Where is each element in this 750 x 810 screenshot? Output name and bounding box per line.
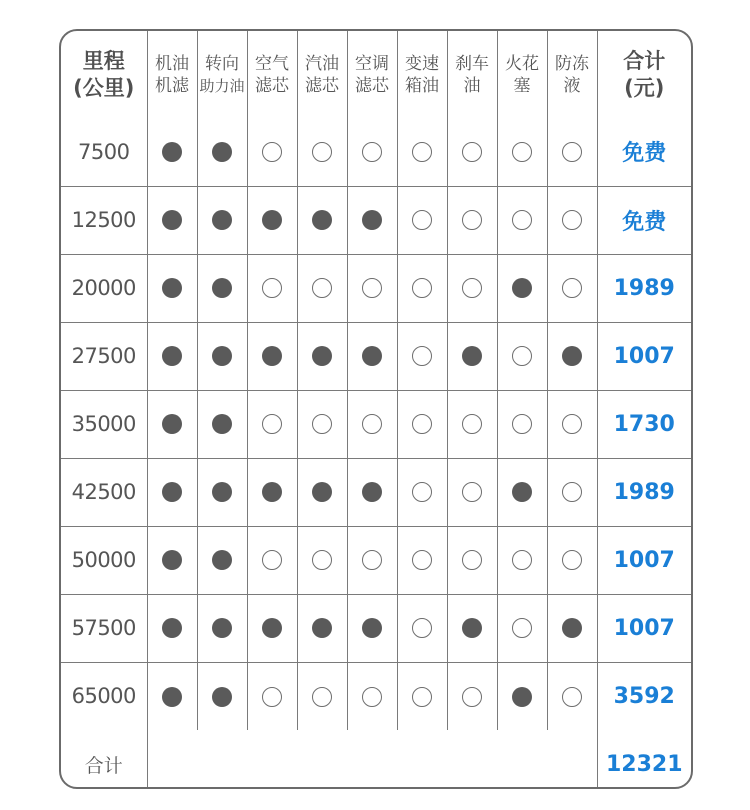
- filled-circle-icon: [162, 550, 182, 570]
- table-row: [61, 322, 691, 390]
- filled-circle-icon: [512, 687, 532, 707]
- empty-circle-icon: [512, 618, 532, 638]
- empty-circle-icon: [262, 687, 282, 707]
- filled-circle-icon: [262, 346, 282, 366]
- table-row: [61, 662, 691, 730]
- filled-circle-icon: [312, 618, 332, 638]
- check-cell: [447, 594, 497, 662]
- check-cell: [447, 254, 497, 322]
- empty-circle-icon: [512, 550, 532, 570]
- filled-circle-icon: [212, 414, 232, 434]
- mileage-cell: 12500: [61, 186, 147, 254]
- filled-circle-icon: [312, 346, 332, 366]
- item-header: [447, 31, 497, 118]
- empty-circle-icon: [562, 414, 582, 434]
- empty-circle-icon: [312, 550, 332, 570]
- filled-circle-icon: [212, 482, 232, 502]
- check-cell: [397, 526, 447, 594]
- check-cell: [197, 390, 247, 458]
- mileage-header-line2: (公里): [73, 75, 135, 100]
- empty-circle-icon: [412, 687, 432, 707]
- filled-circle-icon: [262, 618, 282, 638]
- check-cell: [147, 594, 197, 662]
- check-cell: [247, 322, 297, 390]
- check-cell: [547, 594, 597, 662]
- empty-circle-icon: [312, 278, 332, 298]
- check-cell: [147, 118, 197, 186]
- empty-circle-icon: [362, 142, 382, 162]
- check-cell: [447, 390, 497, 458]
- item-header-line: 汽油: [305, 53, 339, 74]
- check-cell: [297, 526, 347, 594]
- filled-circle-icon: [162, 414, 182, 434]
- empty-circle-icon: [362, 278, 382, 298]
- filled-circle-icon: [212, 550, 232, 570]
- empty-circle-icon: [412, 210, 432, 230]
- empty-circle-icon: [412, 482, 432, 502]
- check-cell: [297, 662, 347, 730]
- check-cell: [297, 594, 347, 662]
- item-header-line: 机滤: [155, 75, 189, 96]
- check-cell: [397, 322, 447, 390]
- table-row: [61, 594, 691, 662]
- row-total: 1730: [597, 390, 691, 458]
- empty-circle-icon: [412, 346, 432, 366]
- check-cell: [147, 662, 197, 730]
- filled-circle-icon: [312, 210, 332, 230]
- mileage-cell: 27500: [61, 322, 147, 390]
- check-cell: [547, 186, 597, 254]
- item-header-line: 助力油: [199, 76, 245, 95]
- check-cell: [347, 594, 397, 662]
- check-cell: [147, 254, 197, 322]
- check-cell: [197, 526, 247, 594]
- empty-circle-icon: [562, 142, 582, 162]
- check-cell: [497, 186, 547, 254]
- table-body: [61, 118, 691, 730]
- check-cell: [347, 458, 397, 526]
- empty-circle-icon: [562, 550, 582, 570]
- empty-circle-icon: [512, 142, 532, 162]
- empty-circle-icon: [262, 550, 282, 570]
- check-cell: [247, 254, 297, 322]
- check-cell: [497, 662, 547, 730]
- check-cell: [397, 186, 447, 254]
- empty-circle-icon: [312, 687, 332, 707]
- check-cell: [397, 390, 447, 458]
- item-header-line: 油: [463, 75, 481, 96]
- check-cell: [547, 254, 597, 322]
- filled-circle-icon: [362, 618, 382, 638]
- filled-circle-icon: [162, 210, 182, 230]
- empty-circle-icon: [412, 142, 432, 162]
- filled-circle-icon: [162, 142, 182, 162]
- item-header: [347, 31, 397, 118]
- check-cell: [497, 322, 547, 390]
- mileage-cell: 57500: [61, 594, 147, 662]
- row-total: 免费: [597, 118, 691, 186]
- filled-circle-icon: [162, 618, 182, 638]
- check-cell: [447, 186, 497, 254]
- table-row: [61, 254, 691, 322]
- check-cell: [497, 526, 547, 594]
- check-cell: [547, 458, 597, 526]
- check-cell: [197, 186, 247, 254]
- check-cell: [447, 322, 497, 390]
- check-cell: [497, 390, 547, 458]
- filled-circle-icon: [262, 482, 282, 502]
- empty-circle-icon: [312, 142, 332, 162]
- item-header-line: 塞: [513, 75, 531, 96]
- check-cell: [347, 390, 397, 458]
- check-cell: [397, 662, 447, 730]
- filled-circle-icon: [362, 346, 382, 366]
- check-cell: [297, 322, 347, 390]
- check-cell: [447, 118, 497, 186]
- check-cell: [397, 118, 447, 186]
- check-cell: [147, 322, 197, 390]
- check-cell: [147, 390, 197, 458]
- item-header-line: 箱油: [405, 75, 439, 96]
- item-header: [297, 31, 347, 118]
- row-total: 1007: [597, 526, 691, 594]
- table-row: [61, 526, 691, 594]
- filled-circle-icon: [512, 482, 532, 502]
- summary-label: 合计: [61, 730, 147, 789]
- filled-circle-icon: [162, 278, 182, 298]
- total-header: [597, 31, 691, 118]
- filled-circle-icon: [212, 618, 232, 638]
- check-cell: [197, 254, 247, 322]
- item-header-line: 滤芯: [305, 75, 339, 96]
- check-cell: [297, 254, 347, 322]
- empty-circle-icon: [512, 346, 532, 366]
- empty-circle-icon: [562, 687, 582, 707]
- empty-circle-icon: [462, 278, 482, 298]
- total-header-line1: 合计: [623, 48, 666, 73]
- total-header-line2: (元): [624, 75, 665, 100]
- check-cell: [197, 662, 247, 730]
- filled-circle-icon: [212, 346, 232, 366]
- filled-circle-icon: [212, 210, 232, 230]
- check-cell: [347, 322, 397, 390]
- check-cell: [447, 458, 497, 526]
- filled-circle-icon: [362, 482, 382, 502]
- check-cell: [297, 118, 347, 186]
- empty-circle-icon: [512, 414, 532, 434]
- summary-row: [61, 730, 691, 789]
- mileage-cell: 42500: [61, 458, 147, 526]
- check-cell: [347, 526, 397, 594]
- mileage-cell: 7500: [61, 118, 147, 186]
- check-cell: [247, 186, 297, 254]
- filled-circle-icon: [162, 687, 182, 707]
- empty-circle-icon: [262, 414, 282, 434]
- row-total: 1989: [597, 458, 691, 526]
- check-cell: [397, 254, 447, 322]
- check-cell: [347, 662, 397, 730]
- empty-circle-icon: [462, 687, 482, 707]
- check-cell: [397, 594, 447, 662]
- item-header: [547, 31, 597, 118]
- check-cell: [347, 186, 397, 254]
- row-total: 1007: [597, 322, 691, 390]
- filled-circle-icon: [462, 618, 482, 638]
- check-cell: [547, 662, 597, 730]
- empty-circle-icon: [412, 618, 432, 638]
- row-total: 1007: [597, 594, 691, 662]
- check-cell: [447, 526, 497, 594]
- check-cell: [247, 662, 297, 730]
- check-cell: [197, 594, 247, 662]
- summary-empty-cell: [147, 730, 597, 789]
- check-cell: [247, 118, 297, 186]
- item-header-line: 变速: [405, 53, 439, 74]
- item-header-line: 火花: [505, 53, 539, 74]
- empty-circle-icon: [562, 278, 582, 298]
- filled-circle-icon: [462, 346, 482, 366]
- check-cell: [247, 390, 297, 458]
- row-total: 1989: [597, 254, 691, 322]
- empty-circle-icon: [362, 550, 382, 570]
- item-header: [197, 31, 247, 118]
- check-cell: [247, 526, 297, 594]
- empty-circle-icon: [412, 414, 432, 434]
- empty-circle-icon: [312, 414, 332, 434]
- filled-circle-icon: [562, 618, 582, 638]
- item-header-line: 空调: [355, 53, 389, 74]
- check-cell: [497, 118, 547, 186]
- check-cell: [297, 390, 347, 458]
- filled-circle-icon: [512, 278, 532, 298]
- empty-circle-icon: [462, 142, 482, 162]
- check-cell: [147, 526, 197, 594]
- empty-circle-icon: [362, 687, 382, 707]
- filled-circle-icon: [162, 482, 182, 502]
- empty-circle-icon: [362, 414, 382, 434]
- filled-circle-icon: [362, 210, 382, 230]
- item-header: [497, 31, 547, 118]
- empty-circle-icon: [262, 278, 282, 298]
- check-cell: [347, 118, 397, 186]
- empty-circle-icon: [412, 550, 432, 570]
- check-cell: [547, 322, 597, 390]
- item-header-line: 刹车: [455, 53, 489, 74]
- empty-circle-icon: [562, 210, 582, 230]
- maintenance-table-frame: [59, 29, 693, 789]
- check-cell: [297, 458, 347, 526]
- item-header-line: 转向: [205, 53, 239, 74]
- item-header-line: 防冻: [555, 53, 589, 74]
- check-cell: [547, 118, 597, 186]
- mileage-cell: 50000: [61, 526, 147, 594]
- table-row: [61, 390, 691, 458]
- row-total: 3592: [597, 662, 691, 730]
- item-header-line: 滤芯: [255, 75, 289, 96]
- check-cell: [147, 186, 197, 254]
- check-cell: [547, 390, 597, 458]
- filled-circle-icon: [212, 142, 232, 162]
- table-row: [61, 118, 691, 186]
- empty-circle-icon: [462, 210, 482, 230]
- item-header-line: 机油: [155, 53, 189, 74]
- empty-circle-icon: [262, 142, 282, 162]
- empty-circle-icon: [562, 482, 582, 502]
- item-header: [397, 31, 447, 118]
- empty-circle-icon: [462, 550, 482, 570]
- mileage-header: [61, 31, 147, 118]
- mileage-cell: 20000: [61, 254, 147, 322]
- check-cell: [297, 186, 347, 254]
- summary-total: 12321: [597, 730, 691, 789]
- item-header-line: 液: [563, 75, 581, 96]
- check-cell: [497, 458, 547, 526]
- header-row: [61, 31, 691, 118]
- check-cell: [497, 254, 547, 322]
- filled-circle-icon: [162, 346, 182, 366]
- filled-circle-icon: [212, 278, 232, 298]
- check-cell: [547, 526, 597, 594]
- filled-circle-icon: [562, 346, 582, 366]
- check-cell: [197, 322, 247, 390]
- filled-circle-icon: [212, 687, 232, 707]
- row-total: 免费: [597, 186, 691, 254]
- check-cell: [147, 458, 197, 526]
- mileage-cell: 35000: [61, 390, 147, 458]
- mileage-header-line1: 里程: [82, 48, 125, 73]
- table-row: [61, 458, 691, 526]
- item-header: [147, 31, 197, 118]
- filled-circle-icon: [262, 210, 282, 230]
- item-header: [247, 31, 297, 118]
- table-row: [61, 186, 691, 254]
- check-cell: [247, 594, 297, 662]
- item-header-line: 空气: [255, 53, 289, 74]
- mileage-cell: 65000: [61, 662, 147, 730]
- empty-circle-icon: [462, 482, 482, 502]
- check-cell: [447, 662, 497, 730]
- empty-circle-icon: [512, 210, 532, 230]
- check-cell: [247, 458, 297, 526]
- check-cell: [397, 458, 447, 526]
- maintenance-schedule-table: [61, 31, 691, 789]
- filled-circle-icon: [312, 482, 332, 502]
- check-cell: [497, 594, 547, 662]
- check-cell: [197, 118, 247, 186]
- empty-circle-icon: [412, 278, 432, 298]
- check-cell: [347, 254, 397, 322]
- empty-circle-icon: [462, 414, 482, 434]
- item-header-line: 滤芯: [355, 75, 389, 96]
- check-cell: [197, 458, 247, 526]
